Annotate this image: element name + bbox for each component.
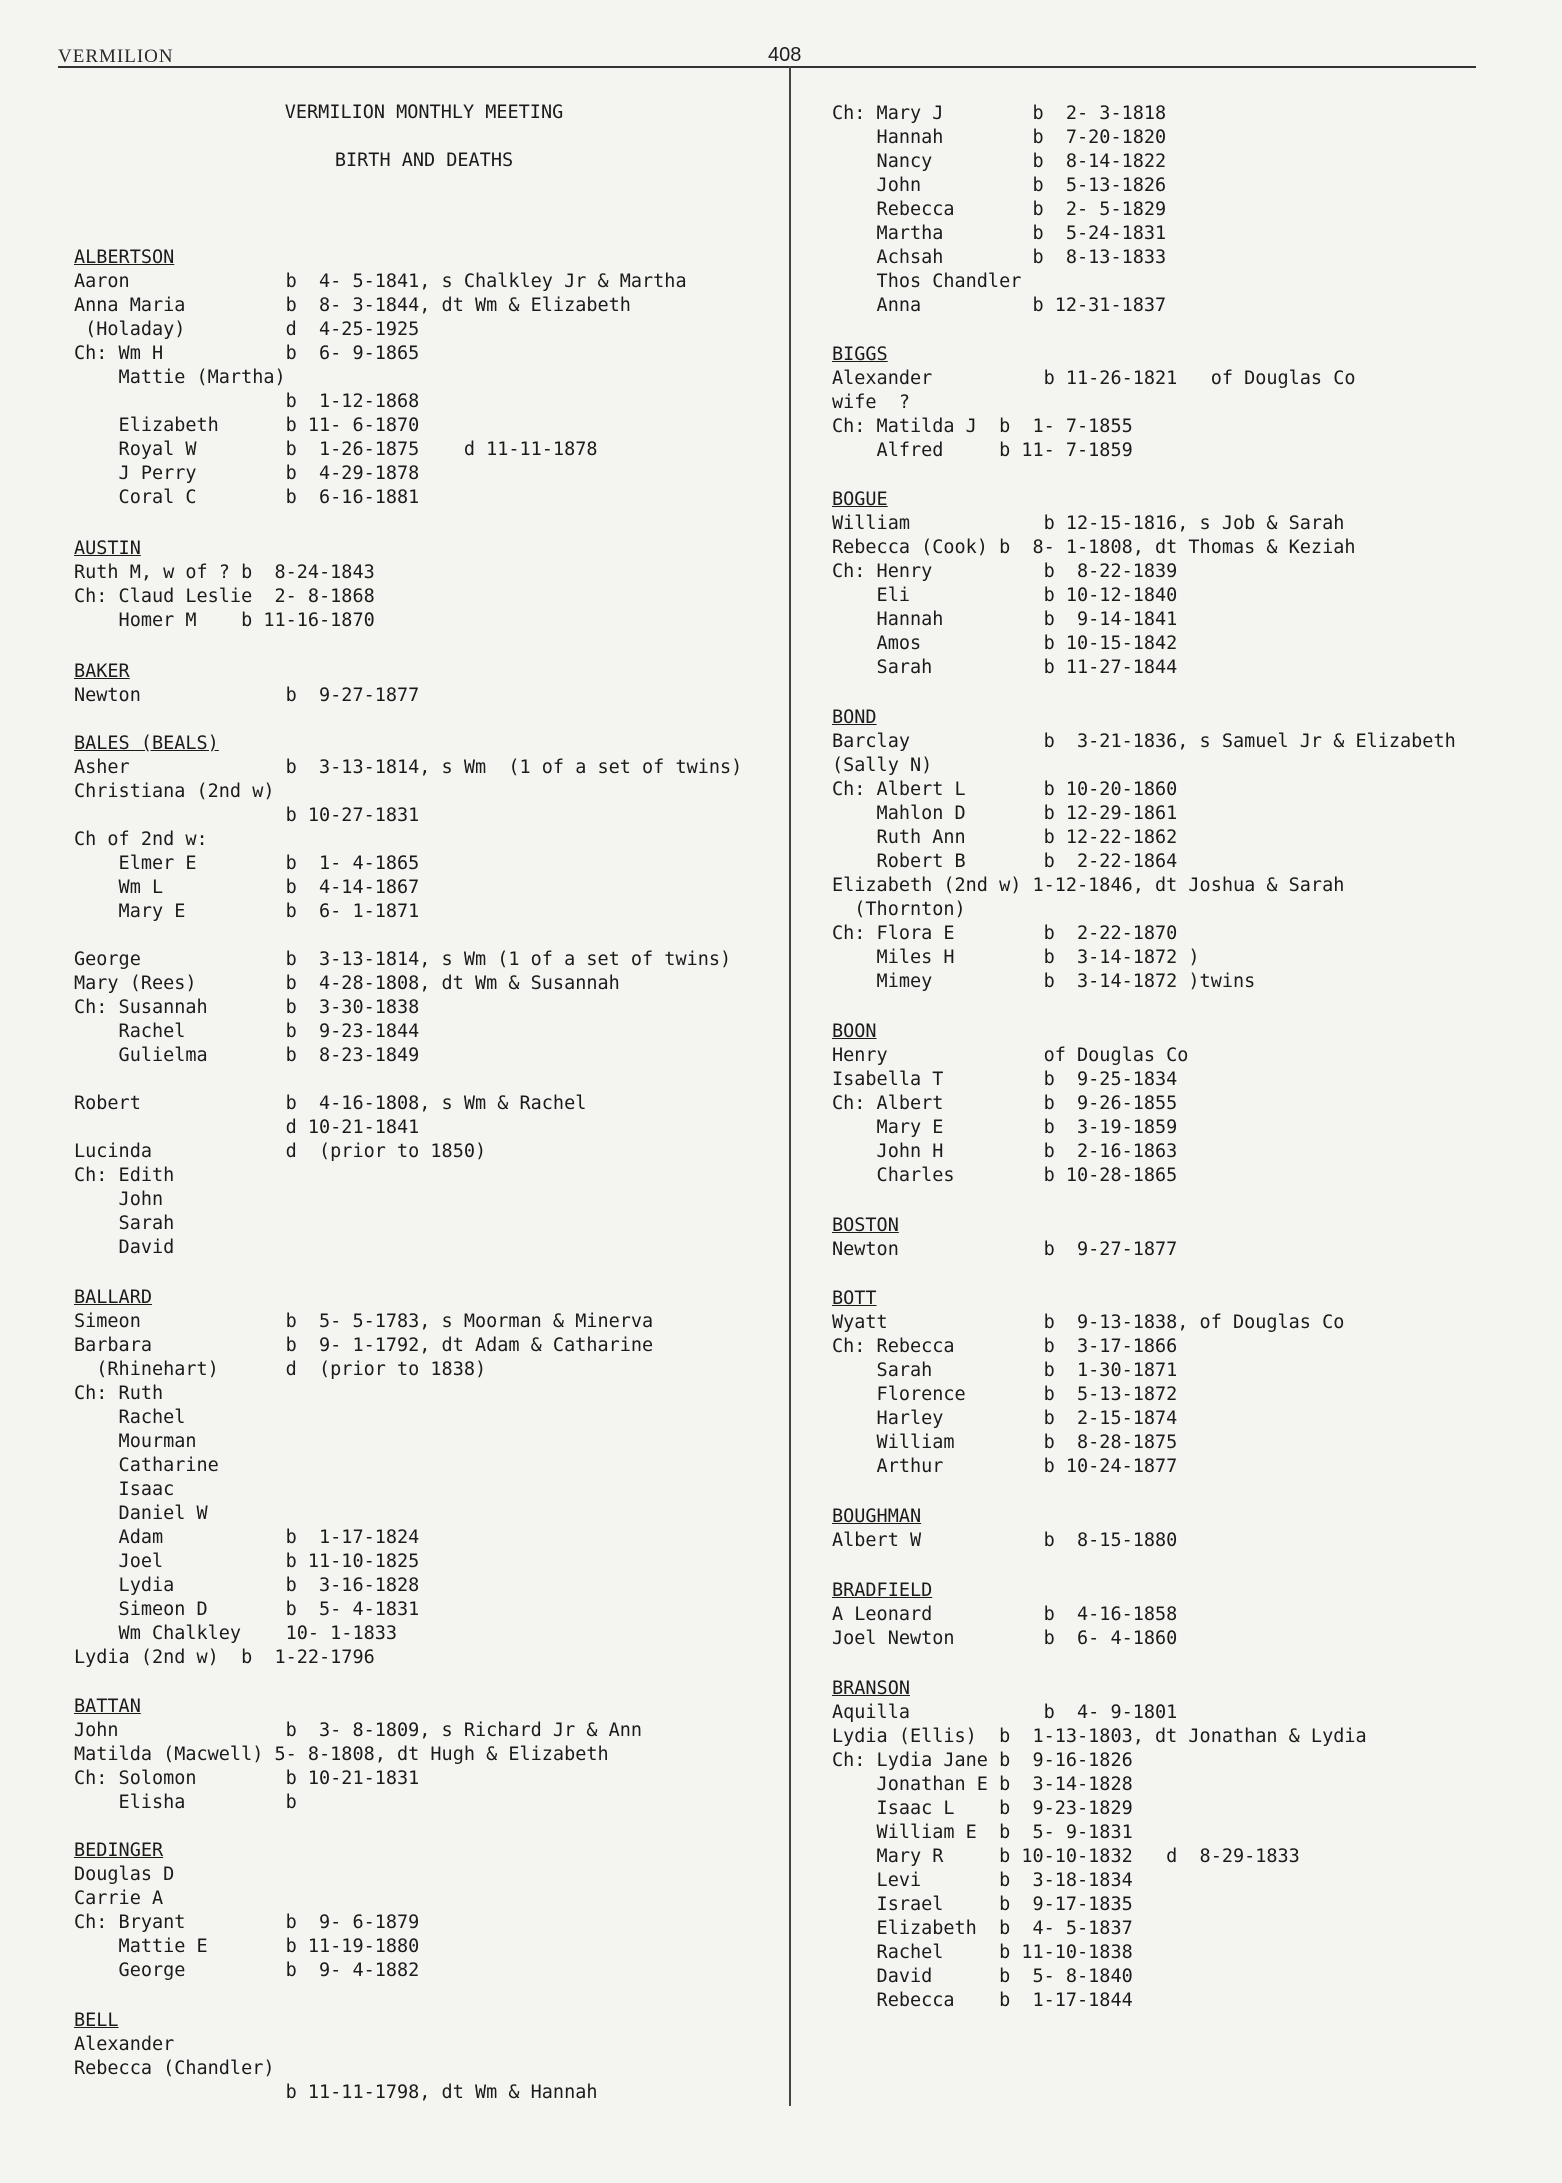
record-line: Ruth Ann b 12-22-1862 [832,827,1178,848]
record-line: Joel Newton b 6- 4-1860 [832,1628,1178,1649]
surname-heading: BOGUE [832,489,888,510]
surname-heading: ALBERTSON [74,247,175,268]
record-line: Charles b 10-28-1865 [832,1165,1178,1186]
record-line: Mimey b 3-14-1872 )twins [832,971,1256,992]
record-line: Rachel [74,1407,186,1428]
surname-heading: BRANSON [832,1678,910,1699]
record-line: Barclay b 3-21-1836, s Samuel Jr & Elizabeth [832,731,1456,752]
record-line: Isaac L b 9-23-1829 [832,1798,1133,1819]
record-line: Arthur b 10-24-1877 [832,1456,1178,1477]
record-line: (Thornton) [832,899,966,920]
record-line: Catharine [74,1455,219,1476]
record-line: Ch: Bryant b 9- 6-1879 [74,1912,420,1933]
record-line: Rebecca b 2- 5-1829 [832,199,1167,220]
record-line: Ch: Wm H b 6- 9-1865 [74,343,420,364]
record-line: Wyatt b 9-13-1838, of Douglas Co [832,1312,1345,1333]
record-line: Ch: Ruth [74,1383,164,1404]
record-line: Lucinda d (prior to 1850) [74,1141,487,1162]
record-line: Rebecca b 1-17-1844 [832,1990,1133,2011]
record-line: Simeon D b 5- 4-1831 [74,1599,420,1620]
surname-heading: BAKER [74,661,130,682]
record-line: Martha b 5-24-1831 [832,223,1167,244]
record-line: Isabella T b 9-25-1834 [832,1069,1178,1090]
record-line: Thos Chandler [832,271,1022,292]
record-line: Ch of 2nd w: [74,829,208,850]
record-line: Mourman [74,1431,197,1452]
record-line: Sarah [74,1213,175,1234]
record-line: Sarah b 11-27-1844 [832,657,1178,678]
record-line: Royal W b 1-26-1875 d 11-11-1878 [74,439,598,460]
record-line: Mary E b 3-19-1859 [832,1117,1178,1138]
surname-heading: BEDINGER [74,1840,164,1861]
record-line: Ch: Edith [74,1165,175,1186]
record-line: John [74,1189,164,1210]
record-line: George b 9- 4-1882 [74,1960,420,1981]
record-line: Mattie (Martha) [74,367,286,388]
record-line: Rebecca (Chandler) [74,2058,275,2079]
record-line: Joel b 11-10-1825 [74,1551,420,1572]
record-line: A Leonard b 4-16-1858 [832,1604,1178,1625]
record-line: Mary E b 6- 1-1871 [74,901,420,922]
record-line: Wm L b 4-14-1867 [74,877,420,898]
record-line: Elmer E b 1- 4-1865 [74,853,420,874]
record-line: (Rhinehart) d (prior to 1838) [74,1359,487,1380]
record-line: Mattie E b 11-19-1880 [74,1936,420,1957]
record-line: (Holaday) d 4-25-1925 [74,319,420,340]
record-line: Simeon b 5- 5-1783, s Moorman & Minerva [74,1311,654,1332]
record-line: Rachel b 9-23-1844 [74,1021,420,1042]
record-line: Lydia b 3-16-1828 [74,1575,420,1596]
surname-heading: BOUGHMAN [832,1506,922,1527]
record-line: (Sally N) [832,755,933,776]
surname-heading: BOON [832,1021,877,1042]
record-line: Hannah b 7-20-1820 [832,127,1167,148]
record-line: Wm Chalkley 10- 1-1833 [74,1623,398,1644]
running-header: VERMILION [58,46,174,67]
record-line: Aaron b 4- 5-1841, s Chalkley Jr & Martha [74,271,687,292]
record-line: Ch: Mary J b 2- 3-1818 [832,103,1167,124]
page-number: 408 [768,44,802,66]
record-line: d 10-21-1841 [74,1117,420,1138]
record-line: Eli b 10-12-1840 [832,585,1178,606]
record-line: Hannah b 9-14-1841 [832,609,1178,630]
record-line: Ch: Albert L b 10-20-1860 [832,779,1178,800]
record-line: Gulielma b 8-23-1849 [74,1045,420,1066]
record-line: Elizabeth b 11- 6-1870 [74,415,420,436]
record-line: Anna b 12-31-1837 [832,295,1167,316]
record-line: William b 8-28-1875 [832,1432,1178,1453]
record-line: Rachel b 11-10-1838 [832,1942,1133,1963]
record-line: Albert W b 8-15-1880 [832,1530,1178,1551]
record-line: Elisha b [74,1792,297,1813]
record-line: J Perry b 4-29-1878 [74,463,420,484]
record-line: Ch: Solomon b 10-21-1831 [74,1768,420,1789]
record-line: Robert B b 2-22-1864 [832,851,1178,872]
record-line: John H b 2-16-1863 [832,1141,1178,1162]
surname-heading: BALLARD [74,1287,152,1308]
record-line: George b 3-13-1814, s Wm (1 of a set of twins) [74,949,732,970]
record-line: Ch: Rebecca b 3-17-1866 [832,1336,1178,1357]
record-line: Ch: Lydia Jane b 9-16-1826 [832,1750,1133,1771]
record-line: Ch: Susannah b 3-30-1838 [74,997,420,1018]
record-line: Achsah b 8-13-1833 [832,247,1167,268]
record-line: John b 5-13-1826 [832,175,1167,196]
record-line: Asher b 3-13-1814, s Wm (1 of a set of twins) [74,757,743,778]
record-line: William E b 5- 9-1831 [832,1822,1133,1843]
record-line: Nancy b 8-14-1822 [832,151,1167,172]
record-line: Homer M b 11-16-1870 [74,610,375,631]
record-line: Ch: Henry b 8-22-1839 [832,561,1178,582]
section-title: BIRTH AND DEATHS [334,150,514,171]
record-line: Miles H b 3-14-1872 ) [832,947,1200,968]
header-rule [58,66,1476,68]
record-line: Newton b 9-27-1877 [74,685,420,706]
record-line: David b 5- 8-1840 [832,1966,1133,1987]
record-line: Adam b 1-17-1824 [74,1527,420,1548]
record-line: wife ? [832,392,910,413]
surname-heading: BOTT [832,1288,877,1309]
record-line: Ch: Flora E b 2-22-1870 [832,923,1178,944]
record-line: Harley b 2-15-1874 [832,1408,1178,1429]
record-line: Christiana (2nd w) [74,781,275,802]
record-line: Mahlon D b 12-29-1861 [832,803,1178,824]
record-line: John b 3- 8-1809, s Richard Jr & Ann [74,1720,643,1741]
record-line: Douglas D [74,1864,175,1885]
record-line: b 10-27-1831 [74,805,420,826]
record-line: Isaac [74,1479,175,1500]
surname-heading: BOND [832,707,877,728]
section-title: VERMILION MONTHLY MEETING [284,102,564,123]
record-line: Rebecca (Cook) b 8- 1-1808, dt Thomas & Keziah [832,537,1356,558]
record-line: Carrie A [74,1888,164,1909]
record-line: Alfred b 11- 7-1859 [832,440,1133,461]
record-line: Henry of Douglas Co [832,1045,1189,1066]
record-line: Lydia (2nd w) b 1-22-1796 [74,1647,375,1668]
record-line: Barbara b 9- 1-1792, dt Adam & Catharine [74,1335,654,1356]
record-line: b 11-11-1798, dt Wm & Hannah [74,2082,598,2103]
record-line: Mary R b 10-10-1832 d 8-29-1833 [832,1846,1300,1867]
record-line: Lydia (Ellis) b 1-13-1803, dt Jonathan & Lydia [832,1726,1367,1747]
record-line: Alexander b 11-26-1821 of Douglas Co [832,368,1356,389]
record-line: Newton b 9-27-1877 [832,1239,1178,1260]
record-line: Daniel W [74,1503,208,1524]
record-line: David [74,1237,175,1258]
record-line: Coral C b 6-16-1881 [74,487,420,508]
record-line: Ch: Matilda J b 1- 7-1855 [832,416,1133,437]
record-line: b 1-12-1868 [74,391,420,412]
record-line: Ruth M, w of ? b 8-24-1843 [74,562,375,583]
record-line: Amos b 10-15-1842 [832,633,1178,654]
record-line: Levi b 3-18-1834 [832,1870,1133,1891]
record-line: Jonathan E b 3-14-1828 [832,1774,1133,1795]
record-line: Ch: Albert b 9-26-1855 [832,1093,1178,1114]
surname-heading: BIGGS [832,344,888,365]
record-line: Sarah b 1-30-1871 [832,1360,1178,1381]
column-divider [789,66,791,2106]
surname-heading: AUSTIN [74,538,141,559]
record-line: Elizabeth (2nd w) 1-12-1846, dt Joshua & Sarah [832,875,1345,896]
surname-heading: BRADFIELD [832,1580,933,1601]
record-line: Aquilla b 4- 9-1801 [832,1702,1178,1723]
record-line: Elizabeth b 4- 5-1837 [832,1918,1133,1939]
record-line: Israel b 9-17-1835 [832,1894,1133,1915]
record-line: Anna Maria b 8- 3-1844, dt Wm & Elizabeth [74,295,631,316]
record-line: William b 12-15-1816, s Job & Sarah [832,513,1345,534]
record-line: Florence b 5-13-1872 [832,1384,1178,1405]
surname-heading: BELL [74,2010,119,2031]
record-line: Ch: Claud Leslie 2- 8-1868 [74,586,375,607]
record-line: Matilda (Macwell) 5- 8-1808, dt Hugh & Elizabeth [74,1744,609,1765]
surname-heading: BATTAN [74,1696,141,1717]
record-line: Mary (Rees) b 4-28-1808, dt Wm & Susannah [74,973,620,994]
record-line: Alexander [74,2034,175,2055]
surname-heading: BALES (BEALS) [74,733,219,754]
surname-heading: BOSTON [832,1215,899,1236]
record-line: Robert b 4-16-1808, s Wm & Rachel [74,1093,587,1114]
